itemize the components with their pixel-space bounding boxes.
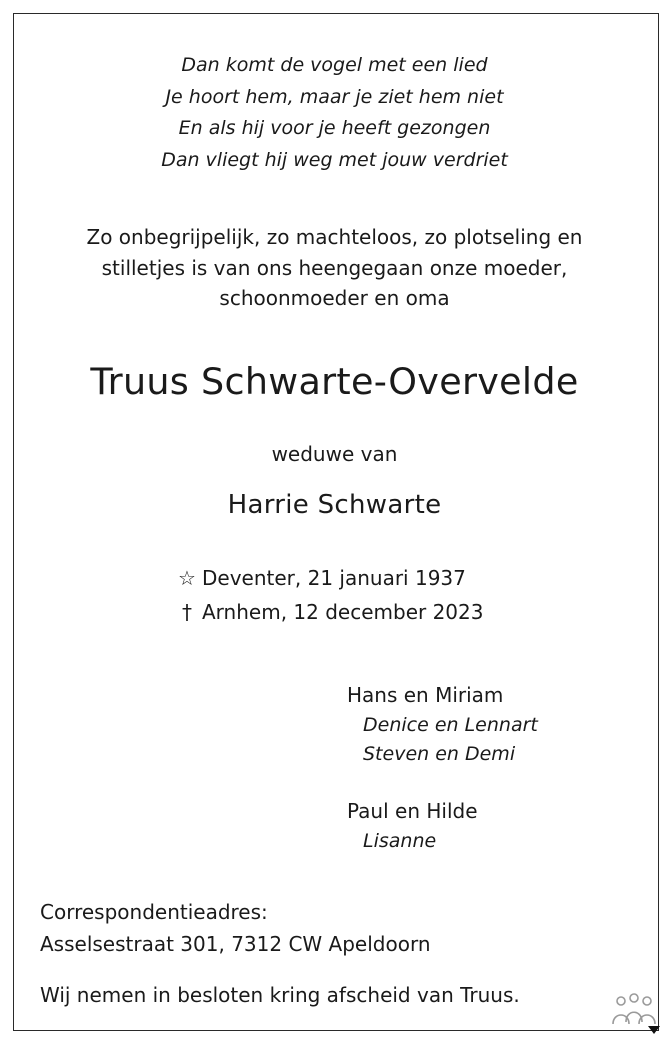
family-parents: Paul en Hilde: [347, 799, 478, 823]
intro-line: Zo onbegrijpelijk, zo machteloos, zo plotseling en: [86, 225, 583, 249]
family-children: Lisanne: [363, 829, 437, 852]
cross-icon: †: [182, 600, 192, 624]
birth-line: [172, 566, 466, 590]
poem-line: Dan vliegt hij weg met jouw verdriet: [161, 148, 508, 171]
intro-line: stilletjes is van ons heengegaan onze moeder,: [101, 255, 568, 280]
poem-line: Dan komt de vogel met een lied: [181, 54, 488, 76]
death-text: Arnhem, 12 december 2023: [202, 600, 484, 624]
deceased-name: Truus Schwarte-Overvelde: [90, 360, 579, 403]
family-group: [347, 681, 538, 770]
family-children: Steven en Demi: [363, 743, 516, 765]
poem-line: En als hij voor je heeft gezongen: [178, 117, 491, 139]
star-icon: ☆: [178, 566, 196, 590]
intro-line: schoonmoeder en oma: [219, 286, 450, 310]
family-children: Denice en Lennart: [363, 713, 538, 736]
poem-line: Je hoort hem, maar je ziet hem niet: [165, 85, 504, 108]
death-line: [172, 600, 483, 624]
people-logo-icon: [608, 992, 660, 1036]
poem: [0, 50, 669, 176]
birth-text: Deventer, 21 januari 1937: [202, 566, 466, 590]
intro-text: [0, 222, 669, 314]
widow-of-label: weduwe van: [271, 442, 398, 466]
family-parents: Hans en Miriam: [347, 683, 504, 707]
closing-text: Wij nemen in besloten kring afscheid van Truus.: [40, 983, 520, 1007]
family-group: [347, 797, 478, 856]
correspondence-address: Asselsestraat 301, 7312 CW Apeldoorn: [40, 932, 431, 956]
correspondence-block: [40, 896, 431, 960]
correspondence-label: Correspondentieadres:: [40, 900, 268, 924]
husband-name: Harrie Schwarte: [227, 490, 442, 520]
